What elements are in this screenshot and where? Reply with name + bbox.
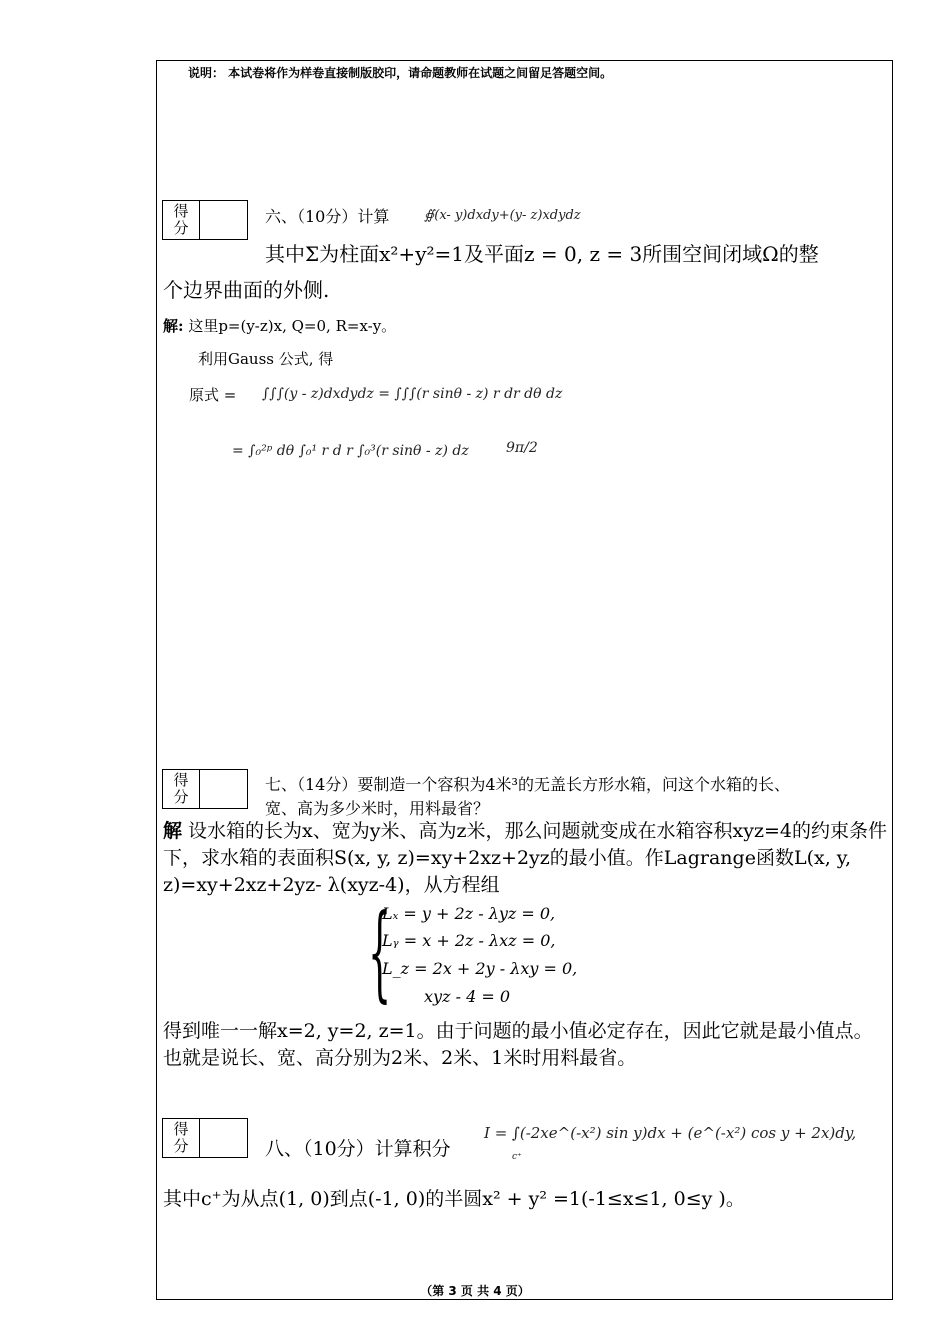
solution-label: 解	[163, 820, 183, 842]
q8-integral: I = ∫(-2xe^(-x²) sin y)dx + (e^(-x²) cos y + 2x)dy,	[484, 1124, 857, 1142]
q6-condition-cont: 个边界曲面的外侧.	[163, 278, 330, 302]
q6-step1-expr: ∫∫∫(y - z)dxdydz = ∫∫∫(r sinθ - z) r dr dθ dz	[262, 386, 563, 402]
q8-integral-path: c⁺	[512, 1152, 522, 1162]
score-box-q7	[162, 769, 248, 809]
q8-condition: 其中c⁺为从点(1, 0)到点(-1, 0)的半圆x² + y² =1(-1≤x≤1, 0≤y )。	[163, 1188, 745, 1210]
score-box-q8	[162, 1118, 248, 1158]
solution-label: 解:	[163, 317, 184, 335]
q6-step1-label: 原式 =	[189, 386, 237, 404]
score-label: 得 分	[163, 201, 200, 239]
header-note: 说明： 本试卷将作为样卷直接制版胶印，请命题教师在试题之间留足答题空间。	[188, 66, 613, 80]
q8-title: 八、（10分）计算积分	[265, 1138, 451, 1160]
q7-title-line2: 宽、高为多少米时，用料最省？	[265, 799, 490, 818]
score-value-field[interactable]	[200, 1119, 247, 1157]
q6-step2-expr: = ∫₀²ᵖ dθ ∫₀¹ r d r ∫₀³(r sinθ - z) dz	[232, 443, 469, 459]
equation-row: xyz - 4 = 0	[424, 987, 511, 1006]
score-label: 得 分	[163, 1119, 200, 1157]
q7-conclusion: 得到唯一一解x=2, y=2, z=1。由于问题的最小值必定存在，因此它就是最小值点。也就是说长、宽、高分别为2米、2米、1米时用料最省。	[163, 1020, 873, 1069]
equation-row: Lᵧ = x + 2z - λxz = 0,	[382, 931, 556, 950]
q6-gauss-note: 利用Gauss 公式, 得	[198, 350, 334, 368]
q7-solution	[163, 818, 889, 899]
score-value-field[interactable]	[200, 770, 247, 808]
q6-condition: 其中Σ为柱面x²+y²=1及平面z = 0, z = 3所围空间闭域Ω的整	[265, 242, 819, 266]
solution-text: 设水箱的长为x、宽为y米、高为z米，那么问题就变成在水箱容积xyz=4的约束条件下，求水箱的表面积S(x, y, z)=xy+2xz+2yz的最小值。作Lagrange函数L(x, y, z)=xy+2xz+2yz- λ(xyz-4)，从方程组	[163, 820, 887, 896]
q7-title-line1: 七、（14分）要制造一个容积为4米³的无盖长方形水箱，问这个水箱的长、	[265, 775, 790, 794]
solution-text: 这里p=(y-z)x, Q=0, R=x-y。	[183, 317, 397, 335]
lagrange-equation-system	[368, 891, 578, 1013]
equation-row: L_z = 2x + 2y - λxy = 0,	[382, 959, 578, 978]
page-number: （第 3 页 共 4 页）	[420, 1284, 530, 1298]
q6-title: 六、（10分）计算	[265, 207, 390, 226]
score-box-q6	[162, 200, 248, 240]
equation-row: Lₓ = y + 2z - λyz = 0,	[382, 904, 556, 923]
q6-integral: ∯(x- y)dxdy+(y- z)xdydz	[424, 208, 581, 223]
score-label: 得 分	[163, 770, 200, 808]
q6-solution-intro	[163, 315, 396, 336]
score-value-field[interactable]	[200, 201, 247, 239]
q6-step2-result: 9π/2	[506, 440, 538, 456]
left-brace: {	[368, 891, 392, 1013]
